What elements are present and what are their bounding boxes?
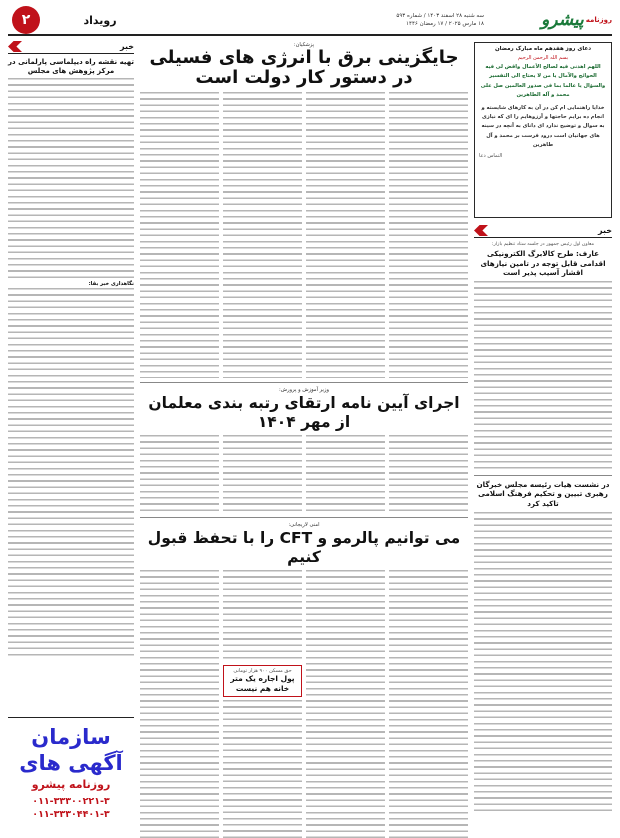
prayer-box [474,42,612,218]
ad-box [8,717,134,829]
article-body [140,570,219,838]
article-title: در نشست هیات رئیسه مجلس خبرگان رهبری تبیین و تحکیم فرهنگ اسلامی تاکید کرد [476,479,610,508]
article-body [223,92,302,378]
article-body [223,435,302,513]
housing-box [223,665,302,697]
ad-phone-1: ۰۱۱-۳۳۳۰۰۲۲۱-۳ [32,796,110,807]
article-title: تهیه نقشه راه دیپلماسی پارلمانی در مرکز پژوهش های مجلس [8,58,134,75]
prayer-title: دعای روز هفدهم ماه مبارک رمضان [494,46,592,52]
article-title: عارف: طرح کالابرگ الکترونیکی اقدامی قابل توجه در تامین نیازهای اقشار آسیب پذیر است [480,249,606,278]
issue-info [160,12,492,28]
brand-small: روزنامه [585,16,612,24]
ad-line-3: روزنامه پیشرو [31,778,111,791]
issue-line-1: سه شنبه ۲۸ اسفند ۱۴۰۳ / شماره ۵۹۳ [396,13,484,19]
left-column [8,40,134,829]
article-body [306,92,385,378]
issue-line-2: ۱۸ مارس ۲۰۲۵ / ۱۷ رمضان ۱۴۴۶ [406,21,484,27]
masthead [8,6,612,36]
box-title: پول اجاره یک متر خانه هم نیست [230,674,295,693]
article-body [8,288,134,656]
article-body [474,281,612,471]
news-section-header [8,40,134,54]
red-arrow-icon [8,41,22,52]
page-number: ۲ [12,6,40,34]
article-body [389,435,468,513]
divider [140,517,468,518]
headline-kicker: امنی لاریجانی: [288,522,320,528]
main-headline-line-2: در دستور کار دولت است [195,67,413,88]
brand-logo [492,10,612,30]
prayer-body: اللهم اهدنی فیه لصالح الأعمال واقض لی فیه الحوائج والآمال یا من لا یحتاج الی التفسیر والسؤال یا عالما بما فی صدور العالمین صل علی محمد و آله الطاهرین [480,64,606,99]
article-body [223,700,302,838]
divider [474,475,612,476]
ad-line-1: سازمان [31,725,111,749]
section-title: رویداد [83,13,117,27]
article-columns [140,92,468,378]
article-body [306,435,385,513]
prayer-translation: خدایا راهنمایی ام کن در آن به کارهای شایسته و انجام ده برایم حاجتها و آرزوهایم را ای که نیازی به سوال و توضیح ندارد ای دانای به آنچه در سینه های جهانیان است درود فرست بر محمد و آل طاهرین [481,104,605,149]
news-label: خبر [597,226,612,235]
article-body [8,78,134,278]
headline: می توانیم پالرمو و CFT را با تحفظ قبول کنیم [147,529,461,566]
ad-line-2: آگهی های [19,751,123,775]
subheading: نگاهداری خبر بقا: [88,281,134,287]
prayer-sign: التماس دعا [479,152,503,159]
prayer-bismillah: بسم الله الرحمن الرحیم [517,55,569,61]
headline-kicker: پزشکیان: [293,42,315,48]
article-body [474,512,612,812]
article-kicker: معاون اول رئیس جمهور در جلسه ستاد تنظیم بازار: [491,242,595,247]
news-label: خبر [119,42,134,51]
ad-phone-2: ۰۱۱-۳۳۳۰۴۴۰۱-۳ [32,809,110,820]
article-body [389,570,468,838]
brand-main: پیشرو [541,10,584,30]
content-columns [8,40,612,829]
article-body [306,570,385,838]
headline: اجرای آیین نامه ارتقای رتبه بندی معلمان از مهر ۱۴۰۴ [148,394,460,431]
right-column [474,40,612,829]
article-body [140,92,219,378]
divider [140,382,468,383]
red-arrow-icon [474,225,488,236]
article-columns [140,570,468,838]
article-body [223,570,302,662]
main-headline-line-1: جایگزینی برق با انرژی های فسیلی [149,47,459,68]
article-body [389,92,468,378]
news-section-header [474,224,612,238]
box-kicker: حق مسکن ۹۰۰ هزار تومانی [233,668,292,674]
headline-kicker: وزیر آموزش و پرورش: [279,387,329,393]
article-columns [140,435,468,513]
article-body [140,435,219,513]
center-column [140,40,468,829]
bottom-left-block [223,570,302,838]
